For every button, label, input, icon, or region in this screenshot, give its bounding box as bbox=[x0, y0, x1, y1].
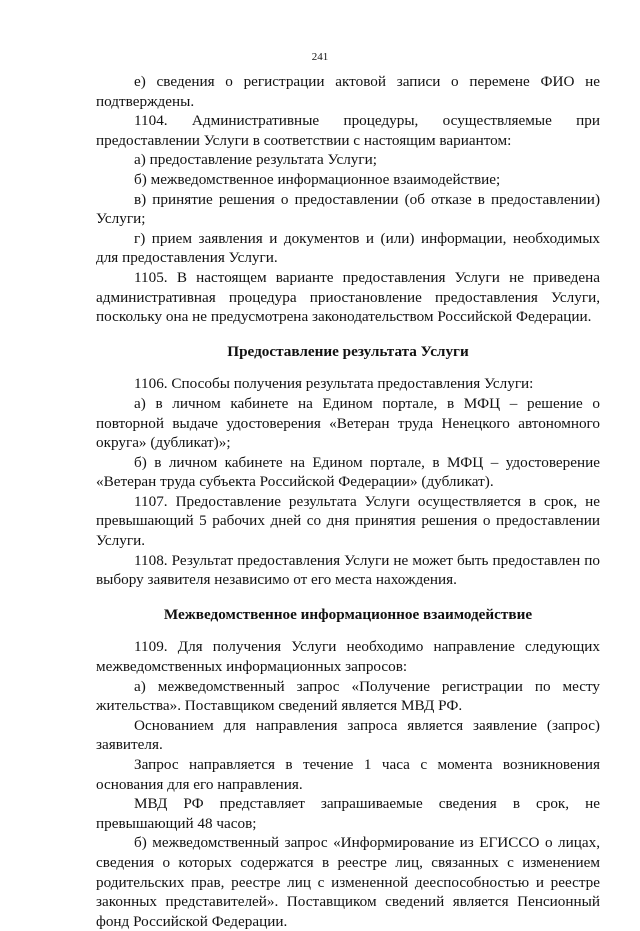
paragraph: в) принятие решения о предоставлении (об отказе в предоставлении) Услуги; bbox=[96, 190, 600, 228]
paragraph: 1107. Предоставление результата Услуги осуществляется в срок, не превышающий 5 рабочих дней со дня принятия решения о предоставлении Услуги. bbox=[96, 492, 600, 550]
paragraph: а) предоставление результата Услуги; bbox=[134, 151, 377, 169]
paragraph: 1108. Результат предоставления Услуги не может быть предоставлен по выбору заявителя независимо от его места нахождения. bbox=[96, 551, 600, 589]
paragraph: Основанием для направления запроса является заявление (запрос) заявителя. bbox=[96, 716, 600, 754]
paragraph: г) прием заявления и документов и (или) информации, необходимых для предоставления Услуги. bbox=[96, 229, 600, 267]
paragraph: б) в личном кабинете на Едином портале, в МФЦ – удостоверение «Ветеран труда субъекта Российской Федерации» (дубликат). bbox=[96, 453, 600, 491]
paragraph: а) в личном кабинете на Едином портале, в МФЦ – решение о повторной выдаче удостоверения «Ветеран труда Ненецкого автономного округа» (дубликат)»; bbox=[96, 394, 600, 452]
section-heading: Предоставление результата Услуги bbox=[227, 342, 469, 360]
document-body bbox=[96, 72, 600, 931]
page-number: 241 bbox=[311, 51, 329, 63]
paragraph: 1105. В настоящем варианте предоставления Услуги не приведена административная процедура приостановление предоставления Услуги, поскольку она не предусмотрена законодательством Российской Федерации. bbox=[96, 268, 600, 326]
paragraph: б) межведомственное информационное взаимодействие; bbox=[134, 170, 501, 188]
paragraph: б) межведомственный запрос «Информирование из ЕГИССО о лицах, сведения о которых содержатся в реестре лиц, связанных с изменением родительских прав, реестре лиц с измененной дееспособностью и реестре законных представителей». Поставщиком сведений является Пенсионный фонд Российской Федерации. bbox=[96, 834, 600, 930]
paragraph: 1109. Для получения Услуги необходимо направление следующих межведомственных информационных запросов: bbox=[96, 638, 600, 676]
paragraph: 1106. Способы получения результата предоставления Услуги: bbox=[134, 375, 534, 393]
paragraph: Запрос направляется в течение 1 часа с момента возникновения основания для его направления. bbox=[96, 756, 600, 793]
paragraph: 1104. Административные процедуры, осуществляемые при предоставлении Услуги в соответствии с настоящим вариантом: bbox=[96, 112, 600, 149]
paragraph: МВД РФ представляет запрашиваемые сведения в срок, не превышающий 48 часов; bbox=[96, 795, 600, 832]
paragraph: а) межведомственный запрос «Получение регистрации по месту жительства». Поставщиком сведений является МВД РФ. bbox=[96, 677, 600, 715]
section-heading: Межведомственное информационное взаимодействие bbox=[163, 605, 533, 623]
paragraph: е) сведения о регистрации актовой записи о перемене ФИО не подтверждены. bbox=[96, 73, 600, 110]
